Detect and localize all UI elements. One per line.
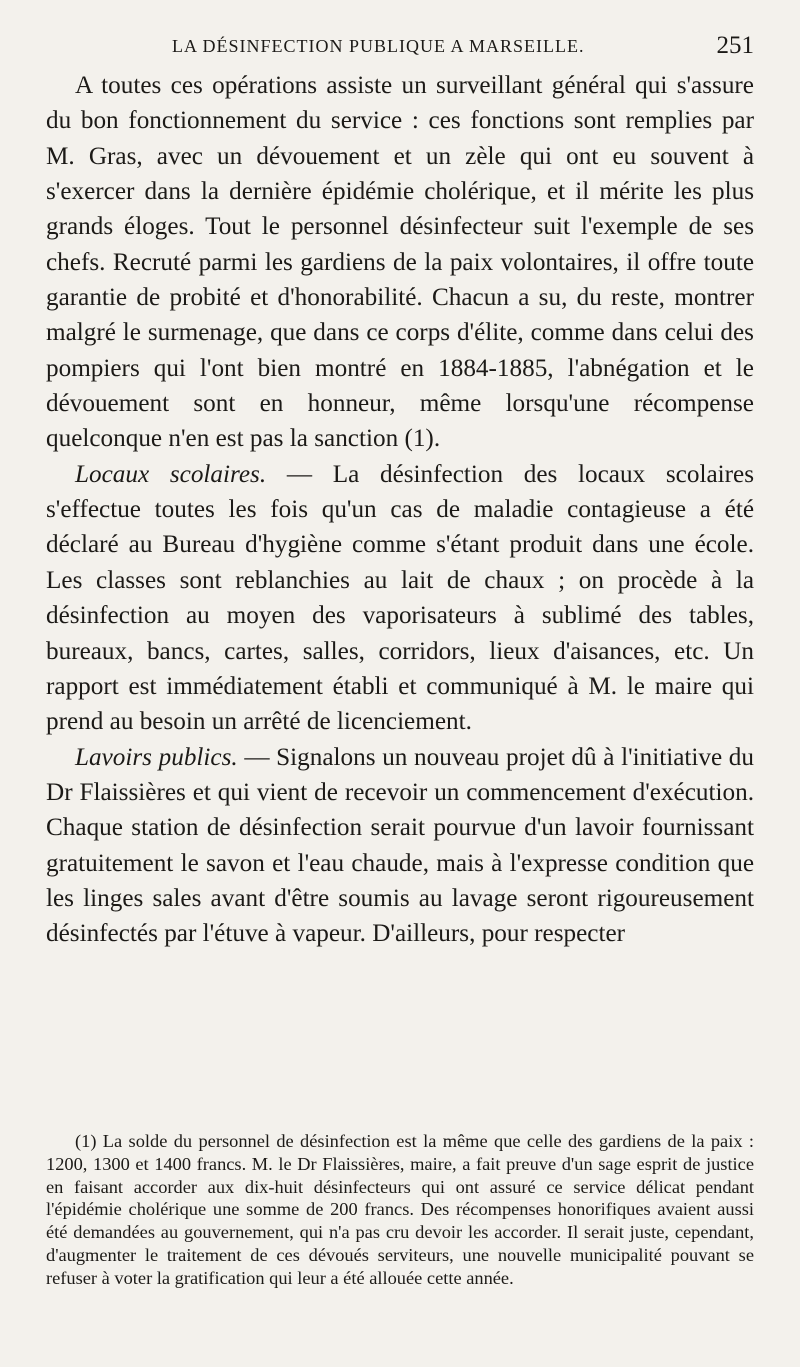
section-title-locaux-scolaires: Locaux scolaires.: [75, 460, 267, 488]
paragraph-locaux-scolaires: [46, 457, 754, 740]
page-number: 251: [716, 32, 754, 59]
paragraph-surveillant: [46, 68, 754, 457]
running-title: LA DÉSINFECTION PUBLIQUE A MARSEILLE.: [172, 36, 585, 56]
running-head: [46, 30, 754, 62]
paragraph-text: — Signalons un nouveau projet dû à l'initiative du Dr Flaissières et qui vient de recevoir un commencement d'exécution. Chaque station de désinfection serait pourvue d'un lavoir fournissant gratuitement le savon et l'eau chaude, mais à l'expresse condition que les linges sales avant d'être soumis au lavage seront rigoureusement désinfectés par l'étuve à vapeur. D'ailleurs, pour respecter: [46, 743, 754, 948]
section-title-lavoirs-publics: Lavoirs publics.: [75, 743, 238, 771]
body-text: [46, 68, 754, 1100]
paragraph-text: — La désinfection des locaux scolaires s'effectue toutes les fois qu'un cas de maladie contagieuse a été déclaré au Bureau d'hygiène comme s'étant produit dans une école. Les classes sont reblanchies au lait de chaux ; on procède à la désinfection au moyen des vaporisateurs à sublimé des tables, bureaux, bancs, cartes, salles, corridors, lieux d'aisances, etc. Un rapport est immédiatement établi et communiqué à M. le maire qui prend au besoin un arrêté de licenciement.: [46, 460, 754, 736]
footnote: (1) La solde du personnel de désinfection est la même que celle des gardiens de la paix : 1200, 1300 et 1400 francs. M. le Dr Flaissières, maire, a fait preuve d'un sage esprit de justice en faisant accorder aux dix-huit désinfecteurs qui ont assuré ce service délicat pendant l'épidémie cholérique une somme de 200 francs. Des récompenses honorifiques avaient aussi été demandées au gouvernement, qui n'a pas cru devoir les accorder. Il serait juste, cependant, d'augmenter le traitement de ces dévoués serviteurs, une nouvelle municipalité pouvant se refuser à voter la gratification qui leur a été allouée cette année.: [46, 1131, 754, 1288]
paragraph-text: A toutes ces opérations assiste un surveillant général qui s'assure du bon fonctionnement du service : ces fonctions sont remplies par M. Gras, avec un dévouement et un zèle qui ont eu souvent à s'exercer dans la dernière épidémie cholérique, et il mérite les plus grands éloges. Tout le personnel désinfecteur suit l'exemple de ses chefs. Recruté parmi les gardiens de la paix volontaires, il offre toute garantie de probité et d'honorabilité. Chacun a su, du reste, montrer malgré le surmenage, que dans ce corps d'élite, comme dans celui des pompiers qui l'ont bien montré en 1884-1885, l'abnégation et le dévouement sont en honneur, même lorsqu'une récompense quelconque n'en est pas la sanction (1).: [46, 72, 754, 453]
paragraph-lavoirs-publics: [46, 740, 754, 952]
